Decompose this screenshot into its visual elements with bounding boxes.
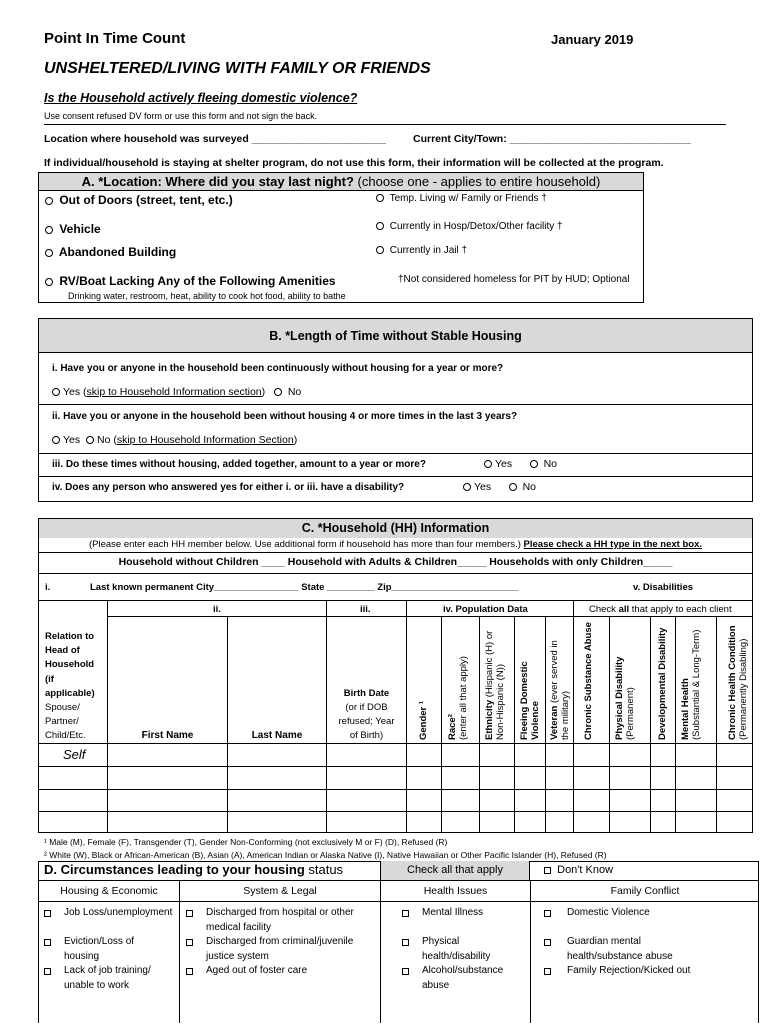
- option-out-of-doors[interactable]: Out of Doors (street, tent, etc.): [45, 193, 233, 207]
- option-temp-living[interactable]: Temp. Living w/ Family or Friends †: [376, 193, 547, 204]
- cause-discharged-hospital[interactable]: Discharged from hospital or other medical facility: [186, 906, 376, 935]
- col-iii-label: iii.: [360, 604, 371, 615]
- mental-health-header: Mental Health (Substantial & Long-Term): [680, 629, 702, 740]
- checkbox-icon[interactable]: [44, 968, 51, 975]
- physical-disability-header: Physical Disability (Permanent): [614, 656, 636, 740]
- radio-icon[interactable]: [376, 222, 384, 230]
- section-b-header: [39, 319, 752, 353]
- cause-physical-health[interactable]: Physical health/disability: [402, 935, 527, 964]
- cause-discharged-justice[interactable]: Discharged from criminal/juvenile justice system: [186, 935, 376, 964]
- section-c-header: [39, 519, 752, 538]
- option-vehicle[interactable]: Vehicle: [45, 222, 101, 236]
- checkbox-icon[interactable]: [44, 939, 51, 946]
- col-housing-economic: Housing & Economic: [60, 885, 158, 897]
- section-c-heading: C. *Household (HH) Information: [301, 521, 490, 535]
- chronic-substance-header: Chronic Substance Abuse: [583, 622, 594, 740]
- checkbox-icon[interactable]: [402, 968, 409, 975]
- shelter-note: If individual/household is staying at shelter program, do not use this form, their information will be collected at the program.: [44, 157, 664, 169]
- radio-icon[interactable]: [530, 460, 538, 468]
- ethnicity-header: Ethnicity (Hispanic (H) or Non-Hispanic (N)): [484, 630, 506, 740]
- radio-icon[interactable]: [463, 483, 471, 491]
- col-system-legal: System & Legal: [243, 885, 317, 897]
- row-i-label: i.: [45, 582, 51, 593]
- section-a-heading-note: (choose one - applies to entire household): [353, 174, 601, 189]
- section-a-header: [38, 172, 644, 191]
- cause-alcohol-substance[interactable]: Alcohol/substance abuse: [402, 964, 527, 993]
- hud-footnote: †Not considered homeless for PIT by HUD; Optional: [398, 274, 630, 285]
- question-b-iv: iv. Does any person who answered yes for either i. or iii. have a disability?: [52, 482, 405, 493]
- cause-job-loss[interactable]: Job Loss/unemployment: [44, 906, 176, 921]
- checkbox-icon[interactable]: [402, 910, 409, 917]
- first-name-header: First Name: [141, 730, 194, 741]
- question-b-ii: ii. Have you or anyone in the household been without housing 4 or more times in the last 3 years?: [52, 411, 518, 422]
- checkbox-icon[interactable]: [186, 939, 193, 946]
- col-health-issues: Health Issues: [423, 885, 488, 897]
- option-hosp-detox[interactable]: Currently in Hosp/Detox/Other facility †: [376, 221, 563, 232]
- form-date: January 2019: [551, 32, 634, 47]
- dont-know-option[interactable]: Don't Know: [544, 864, 613, 876]
- col-family-conflict: Family Conflict: [610, 885, 680, 897]
- cause-aged-out-foster[interactable]: Aged out of foster care: [186, 964, 376, 979]
- checkbox-icon[interactable]: [544, 910, 551, 917]
- radio-icon[interactable]: [45, 278, 53, 286]
- radio-icon[interactable]: [45, 226, 53, 234]
- check-all-box: Check all that apply: [380, 861, 530, 880]
- checkbox-icon[interactable]: [186, 910, 193, 917]
- question-b-iii: iii. Do these times without housing, added together, amount to a year or more?: [52, 459, 426, 470]
- checkbox-icon[interactable]: [544, 968, 551, 975]
- form-title: UNSHELTERED/LIVING WITH FAMILY OR FRIENDS: [44, 60, 431, 77]
- dv-note: Use consent refused DV form or use this form and not sign the back.: [44, 111, 318, 121]
- section-d-heading: D. Circumstances leading to your housing status: [44, 862, 344, 877]
- cause-family-rejection[interactable]: Family Rejection/Kicked out: [544, 964, 756, 979]
- option-abandoned-building[interactable]: Abandoned Building: [45, 245, 176, 259]
- last-name-header: Last Name: [251, 730, 303, 741]
- answer-b-ii[interactable]: Yes No (skip to Household Information Section): [52, 434, 297, 446]
- developmental-disability-header: Developmental Disability: [657, 627, 668, 740]
- radio-icon[interactable]: [52, 436, 60, 444]
- page-title: Point In Time Count: [44, 30, 186, 47]
- section-a-heading: A. *Location: Where did you stay last night?: [81, 174, 354, 189]
- checkbox-icon[interactable]: [186, 968, 193, 975]
- race-header: Race² (enter all that apply): [447, 656, 469, 740]
- col-ii-label: ii.: [213, 604, 221, 615]
- city-field[interactable]: Current City/Town: _______________________________: [413, 133, 691, 145]
- location-field[interactable]: Location where household was surveyed _______________________: [44, 133, 387, 145]
- gender-header: Gender ¹: [418, 700, 429, 740]
- question-b-i: i. Have you or anyone in the household been continuously without housing for a year or more?: [52, 363, 504, 374]
- radio-icon[interactable]: [52, 388, 60, 396]
- radio-icon[interactable]: [45, 249, 53, 257]
- relation-header: Relation to Head of Household (if applicable) Spouse/ Partner/ Child/Etc.: [45, 631, 95, 742]
- rv-amenities-note: Drinking water, restroom, heat, ability to cook hot food, ability to bathe: [68, 291, 346, 301]
- chronic-health-header: Chronic Health Condition (Permanently Disabling): [727, 625, 749, 740]
- hh-type-options[interactable]: Household without Children ____ Household with Adults & Children_____ Households with only Children_____: [118, 556, 673, 568]
- skip-link[interactable]: skip to Household Information section: [86, 386, 262, 398]
- radio-icon[interactable]: [86, 436, 94, 444]
- dv-question: Is the Household actively fleeing domestic violence?: [44, 91, 358, 105]
- checkbox-icon[interactable]: [544, 867, 551, 874]
- option-jail[interactable]: Currently in Jail †: [376, 245, 467, 256]
- col-iv-label: iv. Population Data: [443, 604, 528, 615]
- answer-b-iv[interactable]: Yes No: [463, 481, 536, 493]
- radio-icon[interactable]: [509, 483, 517, 491]
- veteran-header: Veteran (ever served in the military): [549, 640, 571, 740]
- radio-icon[interactable]: [376, 194, 384, 202]
- cause-mental-illness[interactable]: Mental Illness: [402, 906, 527, 921]
- self-label: Self: [63, 747, 86, 762]
- cause-eviction[interactable]: Eviction/Loss of housing: [44, 935, 176, 964]
- radio-icon[interactable]: [45, 197, 53, 205]
- check-all-note: Check all that apply to each client: [589, 604, 732, 615]
- section-b-heading: B. *Length of Time without Stable Housing: [269, 329, 522, 343]
- answer-b-i[interactable]: Yes (skip to Household Information section) No: [52, 386, 301, 398]
- checkbox-icon[interactable]: [402, 939, 409, 946]
- skip-link[interactable]: skip to Household Information Section: [116, 434, 294, 446]
- radio-icon[interactable]: [274, 388, 282, 396]
- hh-instruction: (Please enter each HH member below. Use additional form if household has more than four members.) Please check a HH type in the next box.: [88, 539, 703, 550]
- birth-date-header: Birth Date (or if DOB refused; Year of Birth): [338, 688, 395, 741]
- option-rv-boat[interactable]: RV/Boat Lacking Any of the Following Amenities: [45, 274, 336, 288]
- checkbox-icon[interactable]: [44, 910, 51, 917]
- checkbox-icon[interactable]: [544, 939, 551, 946]
- gender-footnote: ¹ Male (M), Female (F), Transgender (T), Gender Non-Conforming (not exclusively M or F) (D), Refused (R): [44, 837, 448, 847]
- answer-b-iii[interactable]: Yes No: [484, 458, 557, 470]
- disabilities-label: v. Disabilities: [633, 582, 694, 593]
- radio-icon[interactable]: [376, 246, 384, 254]
- permanent-city-field[interactable]: Last known permanent City________________ State _________ Zip________________________: [90, 582, 519, 593]
- cause-domestic-violence[interactable]: Domestic Violence: [544, 906, 756, 921]
- fleeing-dv-header: Fleeing Domestic Violence: [519, 661, 541, 740]
- race-footnote: ² White (W), Black or African-American (B), Asian (A), American Indian or Alaska Native (I), Native Hawaiian or Other Pacific Islander (H), Refused (R): [44, 850, 607, 860]
- cause-lack-job-training[interactable]: Lack of job training/ unable to work: [44, 964, 176, 993]
- cause-guardian-mental-health[interactable]: Guardian mental health/substance abuse: [544, 935, 756, 964]
- radio-icon[interactable]: [484, 460, 492, 468]
